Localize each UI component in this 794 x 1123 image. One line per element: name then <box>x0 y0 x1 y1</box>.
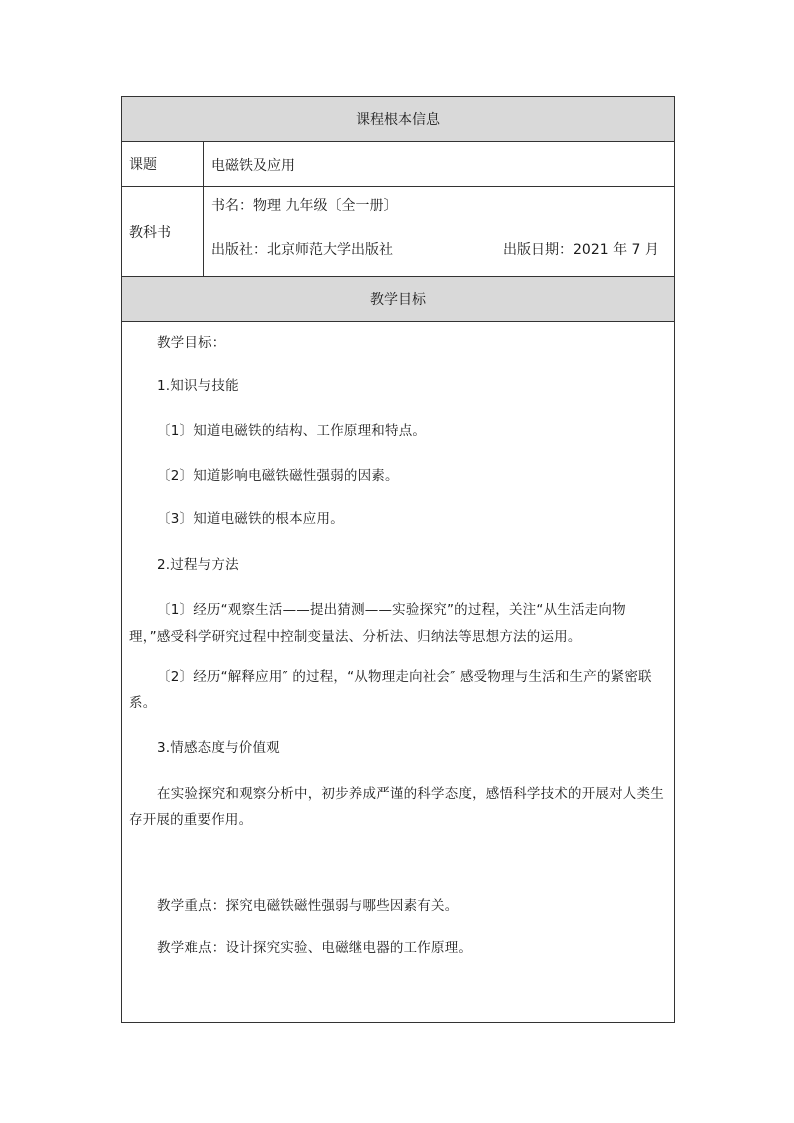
section2-item1-line1: 〔1〕经历“观察生活——提出猜测——实验探究”的过程，关注“从生活走向物 <box>157 602 626 618</box>
textbook-value-cell <box>211 187 674 276</box>
section2-title: 2.过程与方法 <box>157 557 239 573</box>
objectives-header-row <box>122 277 674 322</box>
section2-item2-line2: 系。 <box>129 695 157 711</box>
section3-title: 3.情感态度与价值观 <box>157 740 280 756</box>
topic-value: 电磁铁及应用 <box>211 158 295 174</box>
publisher: 出版社：北京师范大学出版社 <box>211 242 393 258</box>
table-title: 课程根本信息 <box>356 112 440 128</box>
section1-title: 1.知识与技能 <box>157 378 239 394</box>
section3-line1: 在实验探究和观察分析中，初步养成严谨的科学态度，感悟科学技术的开展对人类生 <box>157 786 664 802</box>
textbook-label: 教科书 <box>122 187 204 276</box>
objectives-body <box>122 322 674 1022</box>
topic-row <box>122 142 674 187</box>
section2-item2-line1: 〔2〕经历“解释应用″ 的过程，“从物理走向社会″ 感受物理与生活和生产的紧密联 <box>157 669 652 685</box>
section3-line2: 存开展的重要作用。 <box>129 812 253 828</box>
section1-item2: 〔2〕知道影响电磁铁磁性强弱的因素。 <box>157 468 399 484</box>
section1-item1: 〔1〕知道电磁铁的结构、工作原理和特点。 <box>157 423 427 439</box>
publish-date: 出版日期：2021 年 7 月 <box>503 242 659 258</box>
objectives-intro: 教学目标： <box>157 335 226 351</box>
topic-value-cell <box>211 142 674 186</box>
objectives-header: 教学目标 <box>370 292 426 308</box>
table-title-row <box>122 97 674 142</box>
section2-item1-line2: 理，”感受科学研究过程中控制变量法、分析法、归纳法等思想方法的运用。 <box>129 629 582 645</box>
lesson-info-table <box>121 96 675 1023</box>
textbook-row <box>122 187 674 277</box>
section1-item3: 〔3〕知道电磁铁的根本应用。 <box>157 511 344 527</box>
difficult-point: 教学难点：设计探究实验、电磁继电器的工作原理。 <box>157 940 473 956</box>
key-point: 教学重点：探究电磁铁磁性强弱与哪些因素有关。 <box>157 898 459 914</box>
topic-label: 课题 <box>122 142 204 186</box>
book-name: 书名：物理 九年级〔全一册〕 <box>211 198 398 214</box>
